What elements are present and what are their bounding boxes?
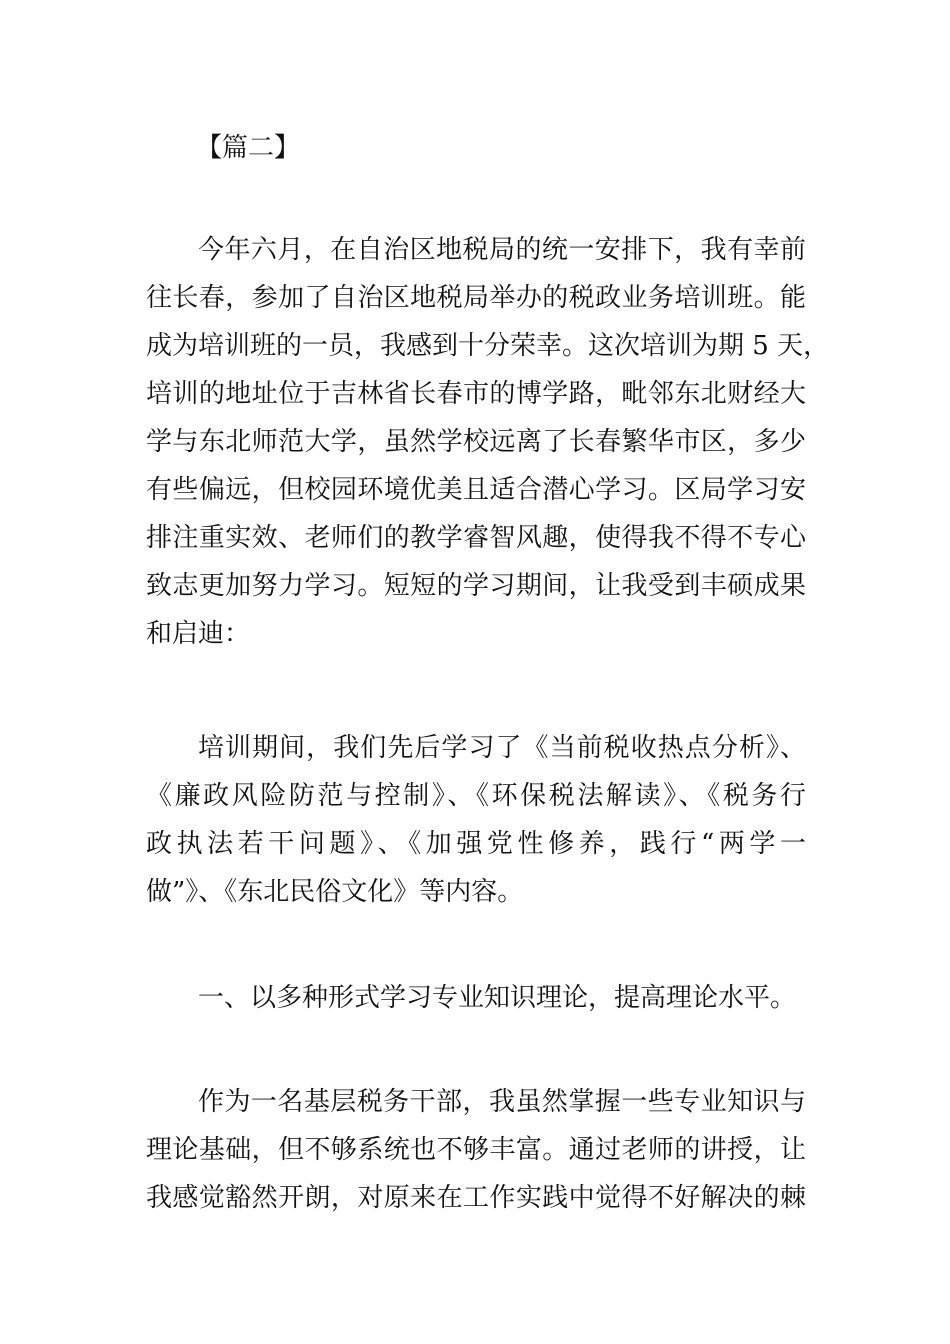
section-heading: 【篇二】: [196, 133, 301, 163]
paragraph-4-line-2: 理论基础，但不够系统也不够丰富。通过老师的讲授，让: [146, 1135, 806, 1165]
paragraph-4-line-3: 我感觉豁然开朗，对原来在工作实践中觉得不好解决的棘: [146, 1183, 806, 1213]
paragraph-1-line-3: 成为培训班的一员，我感到十分荣幸。这次培训为期 5 天，: [146, 331, 830, 361]
paragraph-1-line-2: 往长春，参加了自治区地税局举办的税政业务培训班。能: [146, 283, 806, 313]
paragraph-2-line-3: 政执法若干问题》、《加强党性修养，践行“两学一: [146, 829, 806, 859]
paragraph-1-line-7: 排注重实效、老师们的教学睿智风趣，使得我不得不专心: [146, 523, 806, 553]
paragraph-1-line-9: 和启迪：: [146, 619, 251, 649]
paragraph-2-line-2: 《廉政风险防范与控制》、《环保税法解读》、《税务行: [146, 781, 806, 811]
paragraph-1-line-8: 致志更加努力学习。短短的学习期间，让我受到丰硕成果: [146, 571, 806, 601]
paragraph-4-line-1: 作为一名基层税务干部，我虽然掌握一些专业知识与: [198, 1087, 806, 1117]
paragraph-1-line-5: 学与东北师范大学，虽然学校远离了长春繁华市区，多少: [146, 427, 806, 457]
paragraph-1-line-4: 培训的地址位于吉林省长春市的博学路，毗邻东北财经大: [146, 379, 806, 409]
paragraph-2-line-4: 做”》、《东北民俗文化》等内容。: [146, 877, 524, 907]
section-one-heading: 一、以多种形式学习专业知识理论，提高理论水平。: [198, 983, 797, 1013]
paragraph-1-line-6: 有些偏远，但校园环境优美且适合潜心学习。区局学习安: [146, 475, 806, 505]
paragraph-1-line-1: 今年六月，在自治区地税局的统一安排下，我有幸前: [198, 235, 806, 265]
paragraph-2-line-1: 培训期间，我们先后学习了《当前税收热点分析》、: [198, 733, 806, 763]
